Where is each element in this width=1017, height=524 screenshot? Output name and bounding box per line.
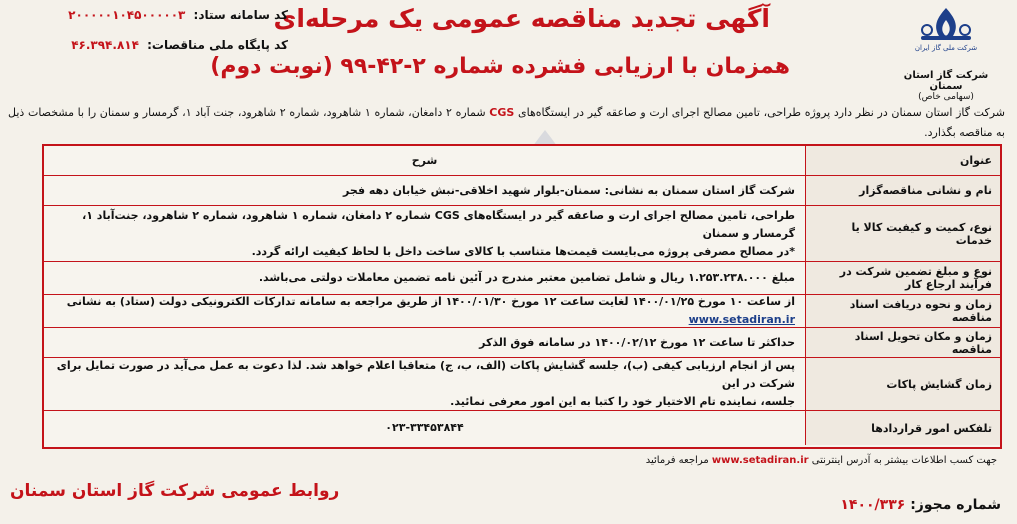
row-title: نوع و مبلغ تضمین شرکت در فرآیند ارجاع کار (805, 262, 1000, 294)
row-description (44, 411, 805, 445)
header-description-cell: شرح (411, 153, 438, 167)
row-text: از ساعت ۱۰ مورخ ۱۴۰۰/۰۱/۲۵ لغایت ساعت ۱۲ مورخ ۱۴۰۰/۰۱/۳۰ از طریق مراجعه به سامانه تدارکات الکترونیکی دولت (ستاد) به نشانی (66, 295, 795, 308)
row-line: شرکت گاز استان سمنان به نشانی: سمنان-بلوار شهید اخلاقی-نبش خیابان دهه فجر (343, 183, 795, 197)
tender-details-table (42, 144, 1002, 449)
setadiran-link[interactable]: www.setadiran.ir (688, 313, 795, 326)
public-relations-signature: روابط عمومی شرکت گاز استان سمنان (10, 481, 340, 501)
row-description (44, 206, 805, 261)
table-row (44, 411, 1000, 445)
row-title: نوع، کمیت و کیفیت کالا یا خدمات (805, 206, 1000, 261)
permit-number (840, 497, 1001, 513)
gas-company-logo-icon (917, 6, 975, 46)
footer-note-suffix: مراجعه فرمائید (645, 455, 709, 466)
row-title: زمان و مکان تحویل اسناد مناقصه (805, 328, 1000, 357)
intro-text-part2: شماره ۲ دامغان، شماره ۱ شاهرود، شماره ۲ شاهرود، جنت آباد ۱، گرمسار و سمنان را با مشخصات ذیل به مناقصه بگذارد. (8, 106, 1005, 139)
company-logo (891, 6, 1001, 102)
row-title: زمان گشایش پاکات (805, 358, 1000, 410)
table-row (44, 262, 1000, 295)
permit-value: ۱۴۰۰/۳۳۶ (840, 497, 906, 513)
table-row (44, 206, 1000, 262)
row-line: طراحی، تامین مصالح اجرای ارت و صاعقه گیر در ایستگاه‌های CGS شماره ۲ دامغان، شماره ۱ شاهرود، شماره ۲ شاهرود، جنت‌آباد ۱، گرمسار و سمنان (82, 208, 795, 240)
row-line: پس از انجام ارزیابی کیفی (ب)، جلسه گشایش پاکات (الف، ب، ج) متعاقبا اعلام خواهد شد. لذا دعوت به عمل می‌آید در صورت تمایل برای شرکت در این (56, 359, 795, 390)
national-code-row (8, 38, 288, 52)
company-name: شرکت گاز استان سمنان (903, 70, 989, 92)
header-title-cell: عنوان (805, 146, 1000, 175)
intro-paragraph (8, 103, 1005, 143)
table-row (44, 358, 1000, 411)
row-description (44, 358, 805, 410)
row-title: نام و نشانی مناقصه‌گزار (805, 176, 1000, 205)
ad-subtitle: همزمان با ارزیابی فشرده شماره ۲-۴۲-۹۹ (نوبت دوم) (210, 54, 790, 79)
national-code-label: کد پایگاه ملی مناقصات: (147, 38, 288, 52)
footer-setadiran-link[interactable]: www.setadiran.ir (711, 455, 809, 466)
row-line: ۰۲۳-۳۳۴۵۳۸۴۴ (385, 421, 464, 434)
table-row (44, 328, 1000, 358)
footer-note-prefix: جهت کسب اطلاعات بیشتر به آدرس اینترنتی (811, 455, 997, 466)
row-description (44, 295, 805, 327)
setad-code-value: ۲۰۰۰۰۰۱۰۴۵۰۰۰۰۰۳ (68, 8, 186, 22)
logo-brand-text: شرکت ملی گاز ایران (914, 44, 978, 52)
setad-code-label: کد سامانه ستاد: (193, 8, 288, 22)
row-line (54, 293, 795, 329)
intro-text-part1: شرکت گاز استان سمنان در نظر دارد پروژه طراحی، تامین مصالح اجرای ارت و صاعقه گیر در ایستگاه‌های (517, 106, 1006, 119)
table-header-row (44, 146, 1000, 176)
setad-code-row (8, 8, 288, 22)
row-line: حداکثر تا ساعت ۱۲ مورخ ۱۴۰۰/۰۲/۱۲ در سامانه فوق الذکر (479, 335, 795, 349)
tender-codes (8, 8, 288, 52)
table-row (44, 295, 1000, 328)
row-line: جلسه، نماینده تام الاختیار خود را کتبا به این امور معرفی نمائید. (450, 395, 795, 408)
row-description (44, 176, 805, 205)
ad-title: آگهی تجدید مناقصه عمومی یک مرحله‌ای (273, 4, 770, 33)
intro-cgs: CGS (489, 106, 515, 119)
row-line: مبلغ ۱.۲۵۳.۲۳۸.۰۰۰ ریال و شامل تضامین معتبر مندرج در آئین نامه تضمین معاملات دولتی می‌باشد. (258, 271, 795, 284)
table-row (44, 176, 1000, 206)
row-description (44, 262, 805, 294)
row-line: *در مصالح مصرفی پروژه می‌بایست قیمت‌ها متناسب با کالای ساخت داخل با لحاظ کیفیت ارائه گردد. (251, 244, 795, 258)
national-code-value: ۴۶.۳۹۴.۸۱۴ (71, 38, 139, 52)
permit-label: شماره مجوز: (910, 497, 1001, 513)
row-title: تلفکس امور قراردادها (805, 411, 1000, 445)
row-description (44, 328, 805, 357)
company-type: (سهامی خاص) (918, 92, 974, 102)
footer-note (646, 455, 997, 466)
row-title: زمان و نحوه دریافت اسناد مناقصه (805, 295, 1000, 327)
